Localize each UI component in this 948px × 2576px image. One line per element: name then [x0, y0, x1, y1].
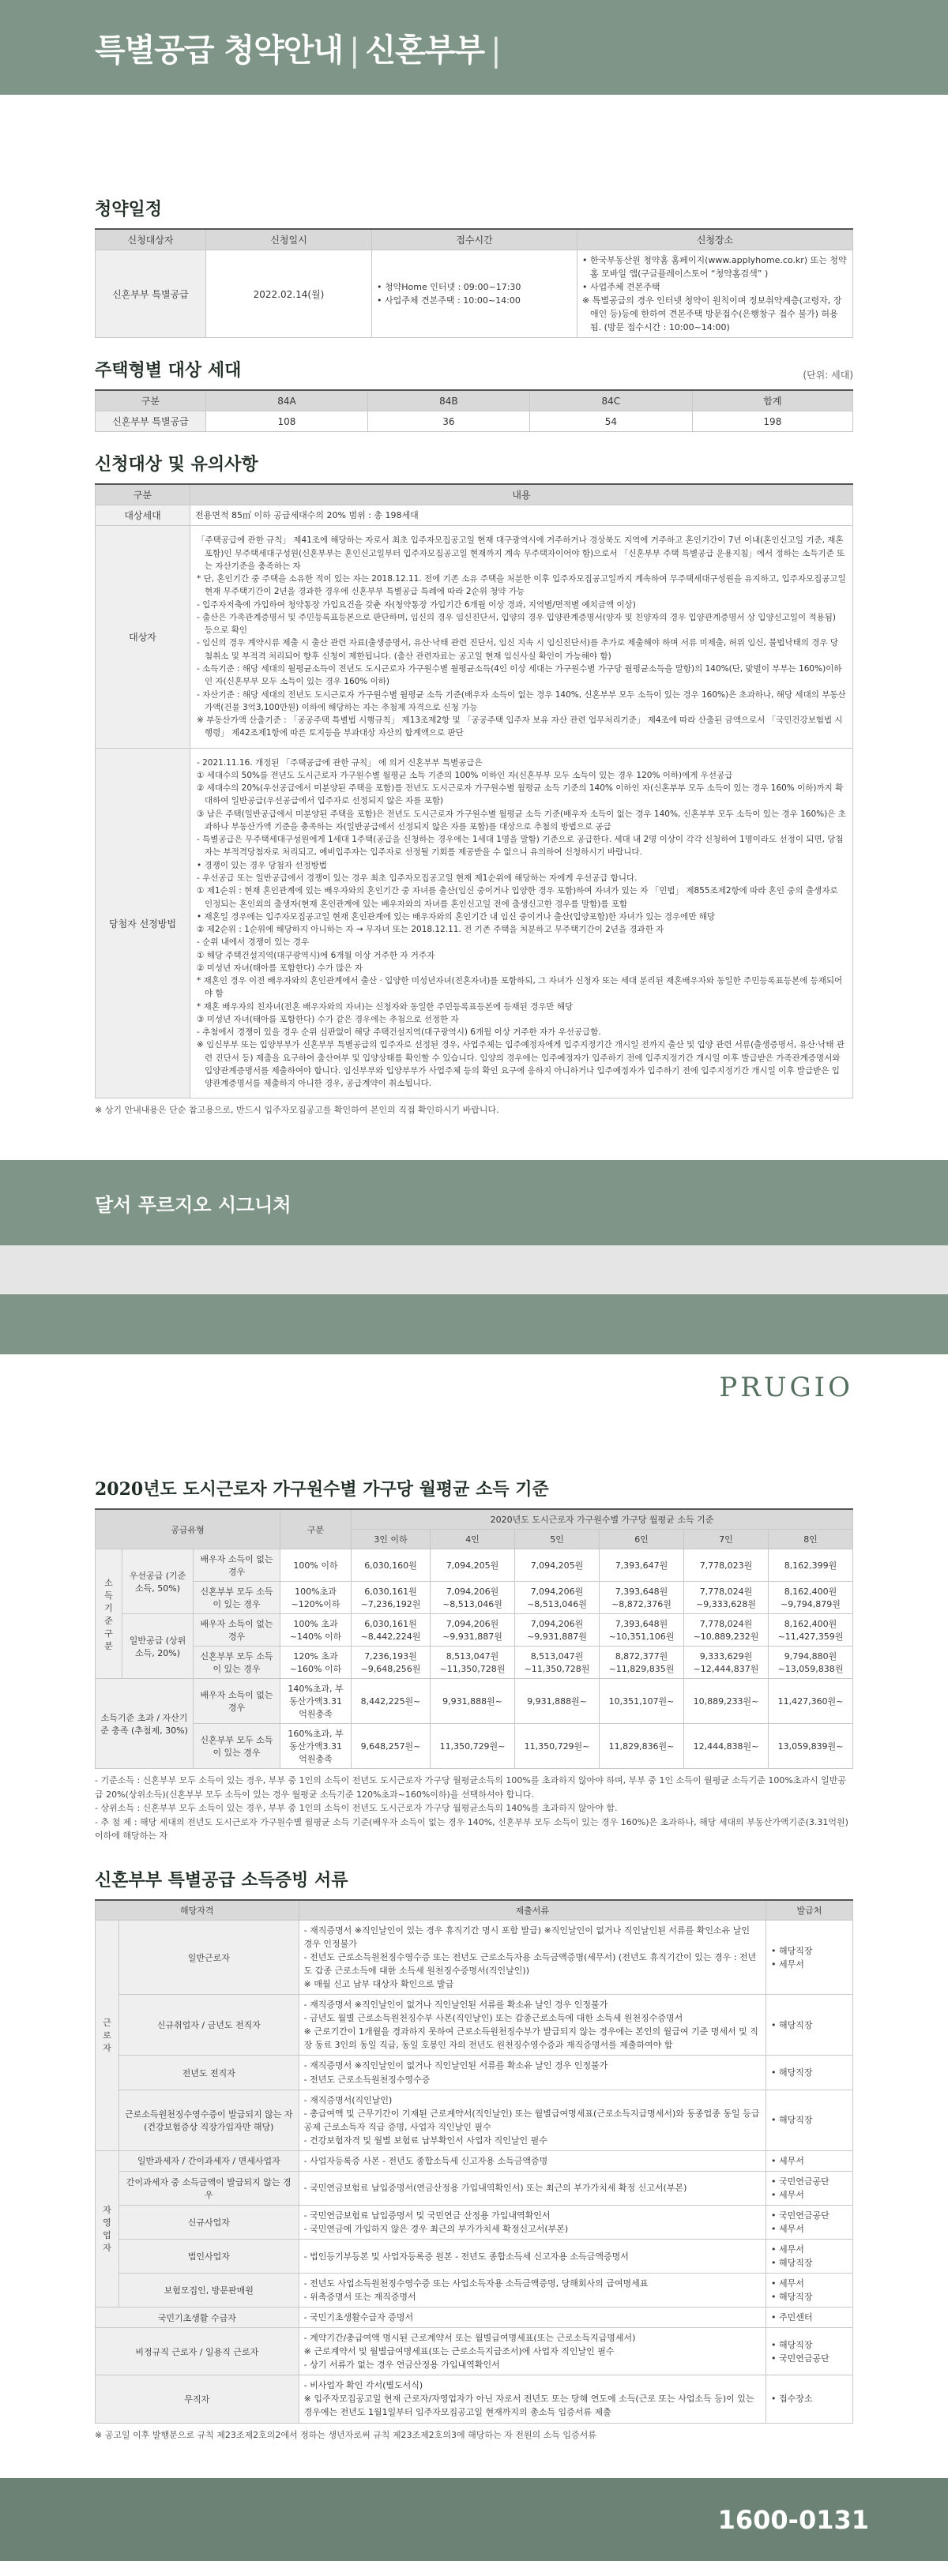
income-row [96, 1724, 853, 1769]
schedule-header: 접수시간 [372, 229, 577, 250]
docs-content-line: ※ 근로계약서 및 월별급여명세표(또는 근로소득지급조서)에 사업자 직인날인 필수 [303, 2346, 615, 2357]
income-row [96, 1679, 853, 1724]
docs-issuer-line: • 세무서 [771, 2244, 804, 2255]
docs-row-content [299, 2375, 766, 2423]
hero-separator: | [349, 32, 359, 69]
units-value: 54 [529, 411, 692, 432]
income-title-text: 2020년도 도시근로자 가구원수별 가구당 월평균 소득 기준 [95, 1479, 549, 1500]
docs-row [96, 1995, 853, 2056]
units-header: 84C [529, 390, 692, 411]
income-value: 7,393,647원 [600, 1549, 684, 1582]
docs-row-label: 비정규직 근로자 / 일용직 근로자 [96, 2328, 299, 2375]
schedule-place-text: 사업주체 견본주택 [590, 282, 660, 293]
income-value: 9,648,257원~ [352, 1724, 431, 1769]
spacer [0, 1848, 948, 1859]
docs-content-line: - 재직증명서(직인날인) [303, 2094, 393, 2105]
income-value: 8,872,377원 ~11,829,835원 [600, 1647, 684, 1679]
docs-issuer-line: • 세무서 [771, 2278, 804, 2289]
hero-banner [0, 0, 948, 95]
eligibility-method-item: ② 세대수의 20%(우선공급에서 미분양된 주택을 포함)를 전년도 도시근로자 가구원수별 월평균 소득 기준의 140% 이하인 자(신혼부부 모두 소득이 있는 경우 160% 이하)까지 확대하여 일반공급(우선공급에서 입주자로 선정되지 않은 자를 포함) [197, 783, 844, 806]
income-value: 10,351,107원~ [600, 1679, 684, 1724]
docs-row-issuer [766, 2056, 853, 2090]
spacer [0, 1421, 948, 1468]
schedule-time-item: • 청약Home 인터넷 : 09:00~17:30 [377, 282, 521, 293]
eligibility-method-item: ※ 임신부부 또는 입양부부가 신혼부부 특별공급의 입주자로 선정된 경우, 사업주체는 입주예정자에게 입주지정기간 개시일 전까지 출산 및 입양 관련 서류(출생증명서, 유산·낙태 관련 진단서 등) 제출을 요구하여 출산여부 및 입양상태를 확인할 수 있습니다. 입양의 경우에는 입주예정자가 입주하기 전에 입주지정기간 개시일 이후 발급받은 가족관계증명서와 입양관계증명서를 제출하여야 합니다. 임신부부와 입양부부가 사업주체 등의 확인 요구에 응하지 아니하거나 입주예정자가 입주하기 전에 입주지정기간 개시일 이후 발급받은 입양관계증명서를 제출하지 아니한 경우, 공급계약이 취소됩니다. [197, 1040, 845, 1089]
green-band [0, 1294, 948, 1354]
eligibility-method-item: ① 제1순위 : 현재 혼인관계에 있는 배우자와의 혼인기간 중 자녀를 출산(임신 중이거나 입양한 경우 포함)하여 자녀가 있는 자 「민법」 제855조제2항에 따라 혼인 중의 출생자로 인정되는 혼인외의 출생자(현재 혼인관계에 있는 배우자와의 자녀를 혼인신고일 전에 출생신고한 경우를 말함)를 포함 [197, 886, 838, 909]
docs-content-line: - 국민연금보험료 납입증명서 및 국민연금 산정용 가입내역확인서 [303, 2210, 551, 2221]
income-value: 7,094,206원 ~9,931,887원 [431, 1614, 515, 1647]
docs-body [96, 1921, 853, 2423]
docs-row-label: 신규취업자 / 금년도 전직자 [119, 1995, 299, 2056]
income-value: 7,094,205원 [515, 1549, 600, 1582]
income-value: 12,444,838원~ [684, 1724, 769, 1769]
schedule-header: 신청일시 [206, 229, 372, 250]
docs-row [96, 2239, 853, 2273]
docs-row [96, 2274, 853, 2308]
eligibility-method-item: * 재혼 배우자의 친자녀(전혼 배우자와의 자녀)는 신청자와 동일한 주민등록표등본에 등재된 경우만 해당 [197, 1001, 574, 1012]
units-section [0, 349, 948, 432]
eligibility-method-item: ① 세대수의 50%를 전년도 도시근로자 가구원수별 월평균 소득 기준의 100% 이하인 자(신혼부부 모두 소득이 있는 경우 120% 이하)에게 우선공급 [197, 770, 733, 780]
eligibility-method-item: ② 제2순위 : 1순위에 해당하지 아니하는 자 → 무자녀 또는 2018.12.11. 전 기존 주택을 처분하고 무주택기간이 2년을 경과한 자 [197, 925, 664, 935]
income-group-main: 소득 기준 구분 [96, 1549, 122, 1679]
schedule-target: 신혼부부 특별공급 [96, 250, 206, 338]
eligibility-header: 구분 [96, 484, 190, 505]
docs-issuer-line: • 국민연금공단 [771, 2210, 830, 2221]
docs-group-worker: 근로자 [96, 1921, 119, 2151]
income-value: 7,393,648원 ~8,872,376원 [600, 1582, 684, 1614]
income-header: 3인 이하 [352, 1530, 431, 1549]
eligibility-target-item: * 단, 혼인기간 중 주택을 소유한 적이 있는 자는 2018.12.11. 전에 기존 소유 주택을 처분한 이후 입주자모집공고일까지 계속하여 무주택세대구성원을 유지하고, 입주자모집공고일 현재 무주택기간이 2년을 경과한 경우에 신혼부부 특별공급 특례에 따라 2순위 청약 가능 [197, 574, 846, 597]
income-header: 5인 [515, 1530, 600, 1549]
schedule-header: 신청대상자 [96, 229, 206, 250]
docs-group-self: 자영업자 [96, 2150, 119, 2307]
docs-row [96, 1921, 853, 1995]
docs-issuer-line: • 세무서 [771, 2189, 804, 2200]
docs-row [96, 2056, 853, 2090]
docs-row-issuer [766, 2308, 853, 2328]
income-value: 7,778,024원 ~9,333,628원 [684, 1582, 769, 1614]
docs-issuer-line: • 해당직장 [771, 1945, 813, 1956]
docs-header: 발급처 [766, 1900, 853, 1921]
income-notes [95, 1769, 853, 1848]
income-note: - 상위소득 : 신혼부부 모두 소득이 있는 경우, 부부 중 1인의 소득이 전년도 도시근로자 가구당 월평균소득의 140%를 초과하지 않아야 함. [95, 1803, 618, 1814]
income-value: 11,350,729원~ [431, 1724, 515, 1769]
income-value: 8,513,047원 ~11,350,728원 [515, 1647, 600, 1679]
docs-content-line: ※ 매월 신고 납부 대상자 확인으로 발급 [303, 1979, 454, 1990]
eligibility-method-item: ③ 남은 주택(일반공급에서 미분양된 주택을 포함)은 전년도 도시근로자 가구원수별 월평균 소득 기준(배우자 소득이 없는 경우 140%, 신혼부부 모두 소득이 있는 경우 160%)은 초과하나 부동산가액 기준을 충족하는 자(일반공급에서 선정되지 않은 자를 포함)를 대상으로 추첨의 방법으로 공급 [197, 809, 846, 832]
hero-subtitle: 신혼부부 [365, 32, 485, 69]
income-value: 13,059,839원~ [769, 1724, 853, 1769]
income-header: 4인 [431, 1530, 515, 1549]
docs-row-issuer [766, 2150, 853, 2171]
docs-row-content [299, 1995, 766, 2056]
docs-title [95, 1859, 853, 1899]
income-header: 공급유형 [96, 1509, 280, 1549]
eligibility-method-content [190, 748, 853, 1098]
income-value: 8,513,047원 ~11,350,728원 [431, 1647, 515, 1679]
schedule-title-text: 청약일정 [95, 199, 163, 220]
footer-band [0, 2478, 948, 2561]
docs-issuer-line: • 해당직장 [771, 2067, 813, 2078]
income-value: 7,094,206원 ~8,513,046원 [515, 1582, 600, 1614]
schedule-time-text: 청약Home 인터넷 : 09:00~17:30 [385, 282, 521, 293]
docs-row-content [299, 2150, 766, 2171]
income-value: 11,350,729원~ [515, 1724, 600, 1769]
eligibility-method-item: • 재혼일 경우에는 입주자모집공고일 현재 혼인관계에 있는 배우자와의 혼인기간 내 임신 중이거나 출산(입양포함)한 자녀가 있는 경우에만 해당 [197, 911, 716, 922]
docs-content-line: - 금년도 월별 근로소득원천징수부 사본(직인날인) 또는 갑종근로소득에 대한 소득세 원천징수증명서 [303, 2013, 683, 2024]
docs-row-label: 일반과세자 / 간이과세자 / 면세사업자 [119, 2150, 299, 2171]
schedule-place-item: • 사업주체 견본주택 [582, 282, 660, 293]
docs-header: 제출서류 [299, 1900, 766, 1921]
units-header: 84B [367, 390, 529, 411]
eligibility-method-item: - 2021.11.16. 개정된 「주택공급에 관한 규칙」 에 의거 신혼부부 특별공급은 [197, 757, 483, 768]
income-subgroup: 신혼부부 모두 소득이 있는 경우 [194, 1582, 280, 1614]
income-percent: 100% 초과 ~140% 이하 [280, 1614, 352, 1647]
eligibility-target-label: 대상자 [96, 526, 190, 748]
income-value: 11,829,836원~ [600, 1724, 684, 1769]
units-title [95, 349, 853, 389]
docs-issuer-line: • 해당직장 [771, 2115, 813, 2126]
schedule-title [95, 188, 853, 228]
units-value: 198 [692, 411, 852, 432]
docs-table [95, 1899, 853, 2423]
docs-row-content [299, 1921, 766, 1995]
docs-section [0, 1859, 948, 2446]
docs-row-label: 간이과세자 중 소득금액이 발급되지 않는 경우 [119, 2171, 299, 2205]
brand-logo: PRUGIO [719, 1372, 853, 1404]
docs-row-issuer [766, 2274, 853, 2308]
docs-issuer-line: • 해당직장 [771, 2258, 813, 2269]
docs-issuer-line: • 해당직장 [771, 2339, 813, 2350]
eligibility-target-item: ※ 부동산가액 산출기준 : 「공공주택 특별법 시행규칙」 제13조제2항 및 「공공주택 입주자 보유 자산 관련 업무처리기준」 제4조에 따라 산출된 금액으로서 「국민건강보험법 시행령」 제42조제1항에 따른 토지등을 부과대상 자산의 합계액으로 판단 [197, 715, 843, 738]
docs-footnote: ※ 공고일 이후 발행분으로 규칙 제23조제2호의2에서 정하는 생년자로써 규칙 제23조제2호의3에 해당하는 자 전원의 소득 입증서류 [95, 2429, 596, 2440]
hero-separator-end: | [491, 32, 501, 69]
docs-row-label: 근로소득원천징수영수증이 발급되지 않는 자 (건강보험증상 직장가입자만 해당) [119, 2090, 299, 2150]
docs-row [96, 2328, 853, 2375]
units-header: 구분 [96, 390, 206, 411]
docs-content-line: - 비사업자 확인 각서(별도서식) [303, 2380, 423, 2391]
docs-content-line: - 건강보험자격 및 월별 보험료 납부확인서 사업자 직인날인 필수 [303, 2135, 547, 2146]
docs-content-line: - 사업자등록증 사본 - 전년도 종합소득세 신고자용 소득금액증명 [303, 2155, 548, 2166]
eligibility-target-content [190, 526, 853, 748]
docs-row-content [299, 2274, 766, 2308]
income-value: 7,094,205원 [431, 1549, 515, 1582]
eligibility-header: 내용 [190, 484, 853, 505]
units-header: 합계 [692, 390, 852, 411]
income-row [96, 1549, 853, 1582]
income-value: 9,931,888원~ [431, 1679, 515, 1724]
eligibility-section [0, 443, 948, 1122]
income-table [95, 1508, 853, 1769]
docs-content-line: - 전년도 근로소득원천징수영수증 또는 전년도 근로소득자용 소득금액증명(세무서) (전년도 휴직기간이 있는 경우 : 전년도 갑종 근로소득에 대한 소득세 원천징수증명서(직인날인)) [303, 1952, 757, 1977]
docs-row-label: 일반근로자 [119, 1921, 299, 1995]
income-value: 7,094,206원 ~8,513,046원 [431, 1582, 515, 1614]
docs-content-line: ※ 입주자모집공고일 현재 근로자/자영업자가 아닌 자로서 전년도 또는 당해 연도에 소득(근로 또는 사업소득 등)이 있는 경우에는 전년도 1월1일부터 입주자모집공고일 현재까지의 총소득 입증서류 제출 [303, 2394, 754, 2418]
income-row [96, 1582, 853, 1614]
docs-content-line: - 계약기간/총급여액 명시된 근로계약서 또는 월별급여명세표(또는 근로소득지급명세서) [303, 2333, 636, 2344]
docs-issuer-line: • 해당직장 [771, 2019, 813, 2030]
schedule-date: 2022.02.14(월) [206, 250, 372, 338]
docs-issuer-line: • 접수장소 [771, 2394, 813, 2405]
eligibility-target-item: - 임신의 경우 계약시류 제출 시 출산 관련 자료(출생증명서, 유산·낙태 관련 진단서, 임신 지속 시 임신진단서)를 추가로 제출해야 하며 서류 미제출, 허위 임신, 불법낙태의 경우 당첨취소 및 부적격 처리되어 향후 신청이 제한됩니다. (출산 관련자료는 공고일 현재 임신사실 확인이 가능해야 함) [197, 638, 838, 661]
income-body [96, 1549, 853, 1769]
docs-row-content [299, 2239, 766, 2273]
income-value: 10,889,233원~ [684, 1679, 769, 1724]
income-value: 6,030,161원 ~7,236,192원 [352, 1582, 431, 1614]
units-value: 36 [367, 411, 529, 432]
income-percent: 120% 초과 ~160% 이하 [280, 1647, 352, 1679]
income-percent: 140%초과, 부동산가액3.31억원충족 [280, 1679, 352, 1724]
income-value: 9,333,629원 ~12,444,837원 [684, 1647, 769, 1679]
schedule-section [0, 188, 948, 338]
docs-row-issuer [766, 2090, 853, 2150]
income-row [96, 1614, 853, 1647]
docs-content-line: ※ 근로기간이 1개월을 경과하지 못하여 근로소득원천징수부가 발급되지 않는 경우에는 본인의 월급여 기준 명세서 및 직장 동료 3인의 동일 직급, 동일 호봉인 자의 전년도 원천징수영수증과 재직증명서를 제출하여야 함 [303, 2026, 758, 2051]
income-subgroup: 배우자 소득이 없는 경우 [194, 1549, 280, 1582]
eligibility-target-item: - 출산은 가족관계증명서 및 주민등록표등본으로 판단하며, 임신의 경우 임신진단서, 입양의 경우 입양관계증명서(양자 및 친양자의 경우 입양관계증명서 상 입양신고일이 적용됨) 등으로 확인 [197, 612, 837, 636]
schedule-place-item [582, 294, 848, 334]
docs-content-line: - 위촉증명서 또는 재직증명서 [303, 2292, 416, 2303]
docs-content-line: - 총급여액 및 근무기간이 기재된 근로계약서(직인날인) 또는 월별급여명세표(근로소득지급명세서)와 동종업종 동일 등급 공제 근로소득자 직급 증명, 사업자 직인날인 필수 [303, 2108, 760, 2132]
docs-issuer-line: • 세무서 [771, 2223, 804, 2234]
eligibility-target-item: - 자산기준 : 해당 세대의 전년도 도시근로자 가구원수별 월평균 소득 기준(배우자 소득이 없는 경우 140%, 신혼부부 모두 소득이 있는 경우 160%)은 초과하나, 해당 세대의 부동산가액(건물 3억3,100만원) 이하에 해당하는 자는 추첨제 자격으로 신청 가능 [197, 689, 846, 712]
eligibility-footnote: ※ 상기 안내내용은 단순 참고용으로, 반드시 입주자모집공고를 확인하여 본인의 직접 확인하시기 바랍니다. [95, 1105, 499, 1116]
income-group: 우선공급 (기준소득, 50%) [122, 1549, 194, 1614]
docs-row-label: 무직자 [96, 2375, 299, 2423]
eligibility-method-item: - 추첨에서 경쟁이 있을 경우 순위 심판없이 해당 주택건설지역(대구광역시) 6개월 이상 거주한 자가 우선공급함. [197, 1027, 601, 1038]
income-note: - 기준소득 : 신혼부부 모두 소득이 있는 경우, 부부 중 1인의 소득이 전년도 도시근로자 가구당 월평균소득의 100%를 초과하지 않아야 하며, 부부 중 1인 소득이 월평균 소득기준 100%초과시 일반공급 20%(상위소득)(신혼부부 모두 소득이 있는 경우 월평균 소득기준 120%초과~160%이하)을 선택하셔야 합니다. [95, 1775, 847, 1800]
income-group: 일반공급 (상위소득, 20%) [122, 1614, 194, 1679]
docs-row [96, 2150, 853, 2171]
income-header: 7인 [684, 1530, 769, 1549]
brand-row [0, 1354, 948, 1421]
income-value: 7,778,024원 ~10,889,232원 [684, 1614, 769, 1647]
eligibility-method-list [197, 757, 846, 1091]
eligibility-method-item: * 재혼인 경우 이전 배우자와의 혼인관계에서 출산 · 입양한 미성년자녀(전혼자녀)를 포함하되, 그 자녀가 신청자 또는 세대 분리된 재혼배우자와 동일한 주민등록표등본에 등재되어야 함 [197, 976, 843, 999]
eligibility-method-item: - 우선공급 또는 일반공급에서 경쟁이 있는 경우 최초 입주자모집공고일 현재 제1순위에 해당하는 자에게 우선공급 합니다. [197, 873, 638, 883]
income-subgroup: 배우자 소득이 없는 경우 [194, 1679, 280, 1724]
income-value: 7,393,648원 ~10,351,106원 [600, 1614, 684, 1647]
income-value: 9,931,888원~ [515, 1679, 600, 1724]
docs-row-content [299, 2205, 766, 2239]
income-value: 7,778,023원 [684, 1549, 769, 1582]
eligibility-method-item: - 특별공급은 무주택세대구성원에게 1세대 1주택(공급을 신청하는 경우에는 1세대 1명을 말함) 기준으로 공급한다. 세대 내 2명 이상이 각각 신청하여 1명이라도 선정이 되면, 당첨자는 부적격당첨자로 처리되고, 예비입주자는 입주자로 선정될 기회를 제공받을 수 없으니 유의하여 신청하시기 바랍니다. [197, 835, 844, 858]
docs-issuer-line: • 세무서 [771, 2155, 804, 2166]
docs-content-line: - 상기 서류가 없는 경우 연금산정용 가입내역확인서 [303, 2360, 500, 2371]
units-table [95, 389, 853, 432]
docs-issuer-line: • 국민연금공단 [771, 2353, 830, 2364]
docs-row-content [299, 2056, 766, 2090]
income-percent: 100% 이하 [280, 1549, 352, 1582]
eligibility-method-label: 당첨자 선정방법 [96, 748, 190, 1098]
docs-row-issuer [766, 2375, 853, 2423]
income-row [96, 1647, 853, 1679]
income-note: - 추 첨 제 : 해당 세대의 전년도 도시근로자 가구원수별 월평균 소득 기준(배우자 소득이 없는 경우 140%, 신혼부부 모두 소득이 있는 경우 160%)은 초과하나, 해당 세대의 부동산가액기준(3.31억원) 이하에 해당하는 자 [95, 1816, 848, 1842]
docs-content-line: - 법인등기부등본 및 사업자등록증 원본 - 전년도 종합소득세 신고자용 소득금액증명서 [303, 2251, 629, 2262]
docs-content-line: - 국민기초생활수급자 증명서 [303, 2312, 414, 2323]
income-title [95, 1468, 853, 1508]
docs-row-label: 보험모집인, 방문판매원 [119, 2274, 299, 2308]
docs-row-label: 법인사업자 [119, 2239, 299, 2273]
income-subgroup: 배우자 소득이 없는 경우 [194, 1614, 280, 1647]
units-value: 108 [206, 411, 368, 432]
eligibility-row-label: 대상세대 [96, 505, 190, 526]
schedule-times [372, 250, 577, 338]
schedule-place-text: ※ 특별공급의 경우 인터넷 청약이 원칙이며 정보취약계층(고령자, 장애인 등)등에 한하여 견본주택 방문접수(은행창구 접수 불가) 허용됨. (방문 접수시간 : 10:00~14:00) [582, 295, 842, 333]
docs-row [96, 2171, 853, 2205]
schedule-place-text: 한국부동산원 청약홈 홈페이지(www.applyhome.co.kr) 또는 청약홈 모바일 앱(구글플레이스토어 “청약홈검색” ) [590, 255, 847, 280]
docs-row-content [299, 2090, 766, 2150]
eligibility-table [95, 483, 853, 1098]
phone-number[interactable]: 1600-0131 [717, 2504, 869, 2535]
docs-row-content [299, 2328, 766, 2375]
docs-content-line: - 국민연금에 가입하지 않은 경우 최근의 부가가치세 확정신고서(부본) [303, 2223, 569, 2234]
income-value: 7,094,206원 ~9,931,887원 [515, 1614, 600, 1647]
docs-title-text: 신혼부부 특별공급 소득증빙 서류 [95, 1870, 348, 1891]
income-value: 6,030,161원 ~8,442,224원 [352, 1614, 431, 1647]
docs-row-content [299, 2308, 766, 2328]
docs-content-line: - 재직증명서 ※직인날인이 있는 경우 휴직기간 명시 포함 발급) ※직인날인이 없거나 직인날인된 서류를 확인소유 날인 경우 인정불가 [303, 1925, 750, 1950]
docs-content-line: - 전년도 근로소득원천징수영수증 [303, 2074, 431, 2085]
eligibility-target-item: - 입주자저축에 가입하여 청약통장 가입요건을 갖춘 자(청약통장 가입기간 6개월 이상 경과, 지역별/면적별 예치금액 이상) [197, 599, 636, 610]
units-row-label: 신혼부부 특별공급 [96, 411, 206, 432]
docs-row-issuer [766, 2239, 853, 2273]
docs-row [96, 2375, 853, 2423]
income-value: 8,162,400원 ~9,794,879원 [769, 1582, 853, 1614]
project-name: 달서 푸르지오 시그니처 [95, 1193, 292, 1216]
section-gap [0, 1245, 948, 1294]
income-value: 7,236,193원 ~9,648,256원 [352, 1647, 431, 1679]
docs-row-content [299, 2171, 766, 2205]
income-header: 6인 [600, 1530, 684, 1549]
eligibility-target-list [197, 534, 846, 739]
docs-header: 해당자격 [96, 1900, 299, 1921]
units-title-text: 주택형별 대상 세대 [95, 360, 242, 381]
income-value: 6,030,160원 [352, 1549, 431, 1582]
docs-row-label: 국민기초생활 수급자 [96, 2308, 299, 2328]
eligibility-row-text: 전용면적 85㎡ 이하 공급세대수의 20% 범위 : 총 198세대 [190, 505, 853, 526]
income-header: 8인 [769, 1530, 853, 1549]
schedule-time-item: • 사업주체 견본주택 : 10:00~14:00 [377, 295, 521, 306]
hero-title [95, 25, 507, 70]
eligibility-method-item: ① 해당 주택건설지역(대구광역시)에 6개월 이상 거주한 자 거주자 [197, 950, 435, 960]
docs-issuer-line: • 세무서 [771, 1958, 804, 1970]
schedule-place-item: • 한국부동산원 청약홈 홈페이지(www.applyhome.co.kr) 또는 청약홈 모바일 앱(구글플레이스토어 “청약홈검색” ) [582, 255, 847, 280]
income-group: 소득기준 초과 / 자산기준 충족 (추첨제, 30%) [96, 1679, 194, 1769]
schedule-places [577, 250, 853, 338]
docs-row-issuer [766, 2328, 853, 2375]
docs-row [96, 2090, 853, 2150]
eligibility-method-item: • 경쟁이 있는 경우 당첨자 선정방법 [197, 860, 327, 870]
schedule-header: 신청장소 [577, 229, 853, 250]
schedule-time-text: 사업주체 견본주택 : 10:00~14:00 [385, 295, 521, 306]
income-percent: 100%초과 ~120%이하 [280, 1582, 352, 1614]
eligibility-method-item: ③ 미성년 자녀(태아를 포함한다) 수가 같은 경우에는 추첨으로 선정한 자 [197, 1014, 459, 1024]
docs-content-line: - 재직증명서 ※직인날인이 없거나 직인날인된 서류를 확소유 날인 경우 인정불가 [303, 2060, 608, 2071]
docs-row-issuer [766, 2171, 853, 2205]
income-value: 8,162,399원 [769, 1549, 853, 1582]
eligibility-target-item: - 소득기준 : 해당 세대의 월평균소득이 전년도 도시근로자 가구원수별 월평균소득(4인 이상 세대는 가구원수별 가구당 월평균소득을 말함)의 140%(단, 맞벌이 부부는 160%)이하인 자(신혼부부 모두 소득이 있는 경우 160% 이하) [197, 663, 842, 687]
project-band [0, 1160, 948, 1245]
income-subgroup: 신혼부부 모두 소득이 있는 경우 [194, 1647, 280, 1679]
docs-issuer-line: • 국민연금공단 [771, 2176, 830, 2187]
spacer [0, 1122, 948, 1160]
income-value: 11,427,360원~ [769, 1679, 853, 1724]
docs-row-issuer [766, 2205, 853, 2239]
docs-content-line: - 재직증명서 ※직인날인이 없거나 직인날인된 서류를 확소유 날인 경우 인정불가 [303, 2000, 608, 2011]
docs-row-issuer [766, 1995, 853, 2056]
docs-content-line: - 국민연금보험료 납입증명서(연금산정용 가입내역확인서) 또는 최근의 부가가치세 확정 신고서(부본) [303, 2183, 687, 2194]
income-value: 8,162,400원 ~11,427,359원 [769, 1614, 853, 1647]
docs-row-label: 신규사업자 [119, 2205, 299, 2239]
income-header: 구분 [280, 1509, 352, 1549]
docs-row [96, 2308, 853, 2328]
docs-row [96, 2205, 853, 2239]
eligibility-method-item: ② 미성년 자녀(태아를 포함한다) 수가 많은 자 [197, 963, 363, 973]
spacer [0, 95, 948, 188]
income-header-top: 2020년도 도시근로자 가구원수별 가구당 월평균 소득 기준 [352, 1509, 853, 1530]
income-subgroup: 신혼부부 모두 소득이 있는 경우 [194, 1724, 280, 1769]
docs-content-line: - 전년도 사업소득원천징수영수증 또는 사업소득자용 소득금액증명, 당해회사의 급여명세표 [303, 2278, 649, 2289]
docs-row-issuer [766, 1921, 853, 1995]
eligibility-target-item: 「주택공급에 관한 규칙」 제41조에 해당하는 자로서 최초 입주자모집공고일 현재 대구광역시에 거주하거나 경상북도 지역에 거주하고 혼인기간이 7년 이내(혼인신고일 기준, 재혼 포함)인 무주택세대구성원(신혼부부는 혼인신고일부터 입주자모집공고일 현재까지 계속 무주택자이어야 함)으로서 「신혼부부 주택 특별공급 운용지침」에서 정하는 소득기준 또는 자산기준을 충족하는 자 [197, 535, 845, 571]
eligibility-title-text: 신청대상 및 유의사항 [95, 454, 258, 475]
income-percent: 160%초과, 부동산가액3.31억원충족 [280, 1724, 352, 1769]
income-value: 8,442,225원~ [352, 1679, 431, 1724]
income-value: 9,794,880원 ~13,059,838원 [769, 1647, 853, 1679]
hero-title-text: 특별공급 청약안내 [95, 32, 344, 69]
docs-row-label: 전년도 전직자 [119, 2056, 299, 2090]
income-section [0, 1468, 948, 1848]
units-header: 84A [206, 390, 368, 411]
docs-issuer-line: • 주민센터 [771, 2312, 813, 2323]
docs-issuer-line: • 해당직장 [771, 2292, 813, 2303]
eligibility-title [95, 443, 853, 483]
units-unit-label: (단위: 세대) [803, 370, 853, 381]
eligibility-method-item: - 순위 내에서 경쟁이 있는 경우 [197, 937, 310, 948]
schedule-table [95, 228, 853, 338]
